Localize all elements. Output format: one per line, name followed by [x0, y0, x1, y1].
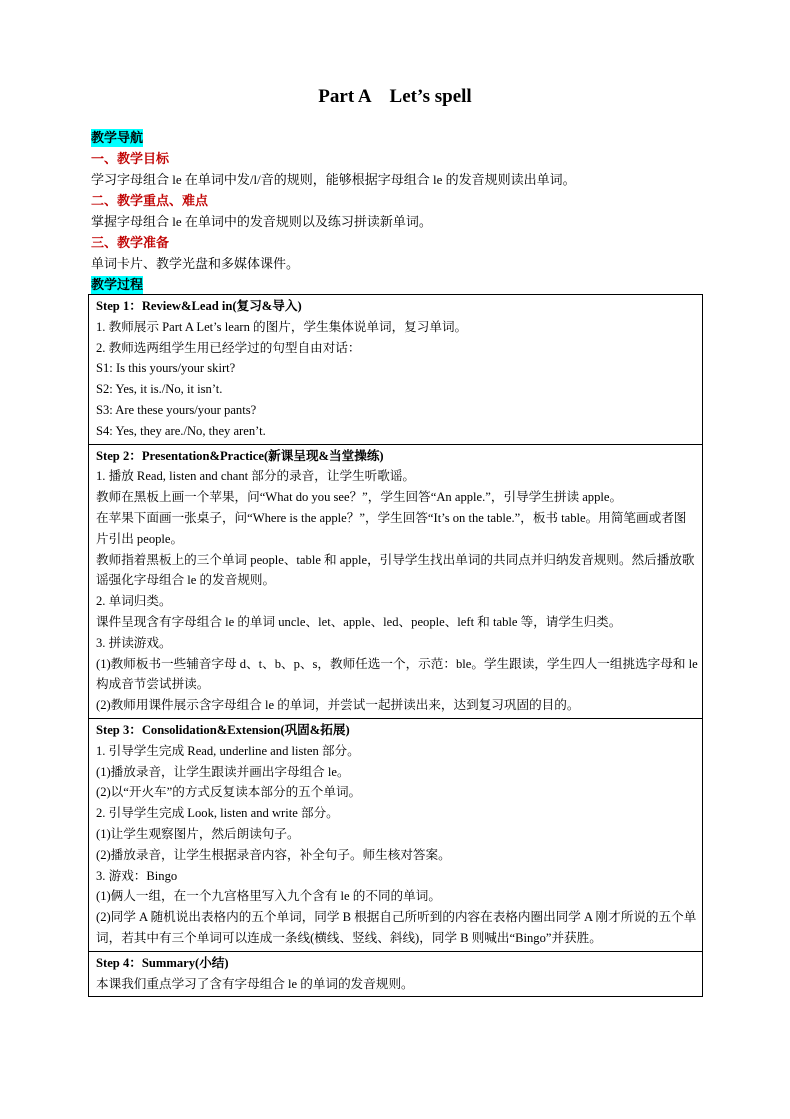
process-table	[88, 294, 703, 997]
step-2-heading: Step 2：Presentation&Practice(新课呈现&当堂操练)	[96, 448, 384, 463]
step-1-row	[89, 295, 703, 445]
goal-text: 学习字母组合 le 在单词中发/l/音的规则，能够根据字母组合 le 的发音规则读出单词。	[91, 172, 576, 187]
process-label: 教学过程	[91, 277, 144, 292]
step-line: 教师在黑板上画一个苹果，问“What do you see？”，学生回答“An apple.”，引导学生拼读 apple。	[96, 490, 623, 505]
step-1-heading: Step 1：Review&Lead in(复习&导入)	[96, 299, 302, 313]
step-line: 1. 引导学生完成 Read, underline and listen 部分。	[96, 743, 360, 758]
step-2-cell	[89, 444, 703, 718]
step-line: 2. 单词归类。	[96, 594, 172, 609]
step-line: (1)让学生观察图片，然后朗读句子。	[96, 826, 300, 841]
key-points-heading: 二、教学重点、难点	[91, 193, 209, 208]
step-line: (1)俩人一组，在一个九宫格里写入九个含有 le 的不同的单词。	[96, 889, 441, 904]
step-line: 在苹果下面画一张桌子，问“Where is the apple？”，学生回答“It’s on the table.”，板书 table。用简笔画或者图片引出 people。	[96, 510, 687, 546]
step-line: 1. 教师展示 Part A Let’s learn 的图片，学生集体说单词，复习单词。	[96, 319, 468, 334]
step-line: (1)播放录音，让学生跟读并画出字母组合 le。	[96, 764, 350, 779]
step-1-cell	[89, 295, 703, 445]
step-2-row	[89, 444, 703, 718]
step-line: 2. 引导学生完成 Look, listen and write 部分。	[96, 806, 339, 821]
page-title: Part A Let’s spell	[318, 86, 472, 107]
step-line: 3. 拼读游戏。	[96, 635, 172, 650]
goal-heading: 一、教学目标	[91, 151, 170, 166]
step-line: S3: Are these yours/your pants?	[96, 402, 257, 417]
nav-label-line	[91, 127, 703, 148]
preparation-text: 单词卡片、教学光盘和多媒体课件。	[91, 256, 300, 271]
step-line: (2)播放录音，让学生根据录音内容，补全句子。师生核对答案。	[96, 847, 451, 862]
step-3-row	[89, 718, 703, 951]
step-4-heading: Step 4：Summary(小结)	[96, 955, 229, 970]
step-line: S1: Is this yours/your skirt?	[96, 361, 236, 376]
step-line: (2)教师用课件展示含字母组合 le 的单词，并尝试一起拼读出来，达到复习巩固的目的。	[96, 698, 580, 713]
step-line: S2: Yes, it is./No, it isn’t.	[96, 382, 223, 397]
step-line: (1)教师板书一些辅音字母 d、t、b、p、s，教师任选一个，示范：ble。学生跟读，学生四人一组挑选字母和 le 构成音节尝试拼读。	[96, 656, 698, 692]
preparation-heading: 三、教学准备	[91, 235, 170, 250]
step-4-cell	[89, 951, 703, 997]
step-line: (2)以“开火车”的方式反复读本部分的五个单词。	[96, 785, 362, 800]
process-label-line	[91, 274, 703, 295]
step-line: 课件呈现含有字母组合 le 的单词 uncle、let、apple、led、people、left 和 table 等，请学生归类。	[96, 614, 622, 629]
key-points-text: 掌握字母组合 le 在单词中的发音规则以及练习拼读新单词。	[91, 214, 432, 229]
step-line: 3. 游戏：Bingo	[96, 868, 178, 883]
step-line: 教师指着黑板上的三个单词 people、table 和 apple，引导学生找出单词的共同点并归纳发音规则。然后播放歌谣强化字母组合 le 的发音规则。	[96, 552, 695, 588]
step-line: 1. 播放 Read, listen and chant 部分的录音，让学生听歌谣。	[96, 469, 416, 484]
step-3-cell	[89, 718, 703, 951]
step-line: S4: Yes, they are./No, they aren’t.	[96, 423, 266, 438]
intro-block	[91, 127, 703, 295]
step-line: 本课我们重点学习了含有字母组合 le 的单词的发音规则。	[96, 976, 414, 991]
step-4-row	[89, 951, 703, 997]
step-line: 2. 教师选两组学生用已经学过的句型自由对话：	[96, 340, 361, 355]
step-3-heading: Step 3：Consolidation&Extension(巩固&拓展)	[96, 722, 350, 737]
step-line: (2)同学 A 随机说出表格内的五个单词，同学 B 根据自己所听到的内容在表格内圈出同学 A 刚才所说的五个单词，若其中有三个单词可以连成一条线(横线、竖线、斜线)，同学 B 则喊出“Bingo”并获胜。	[96, 910, 697, 945]
nav-label: 教学导航	[91, 130, 144, 145]
